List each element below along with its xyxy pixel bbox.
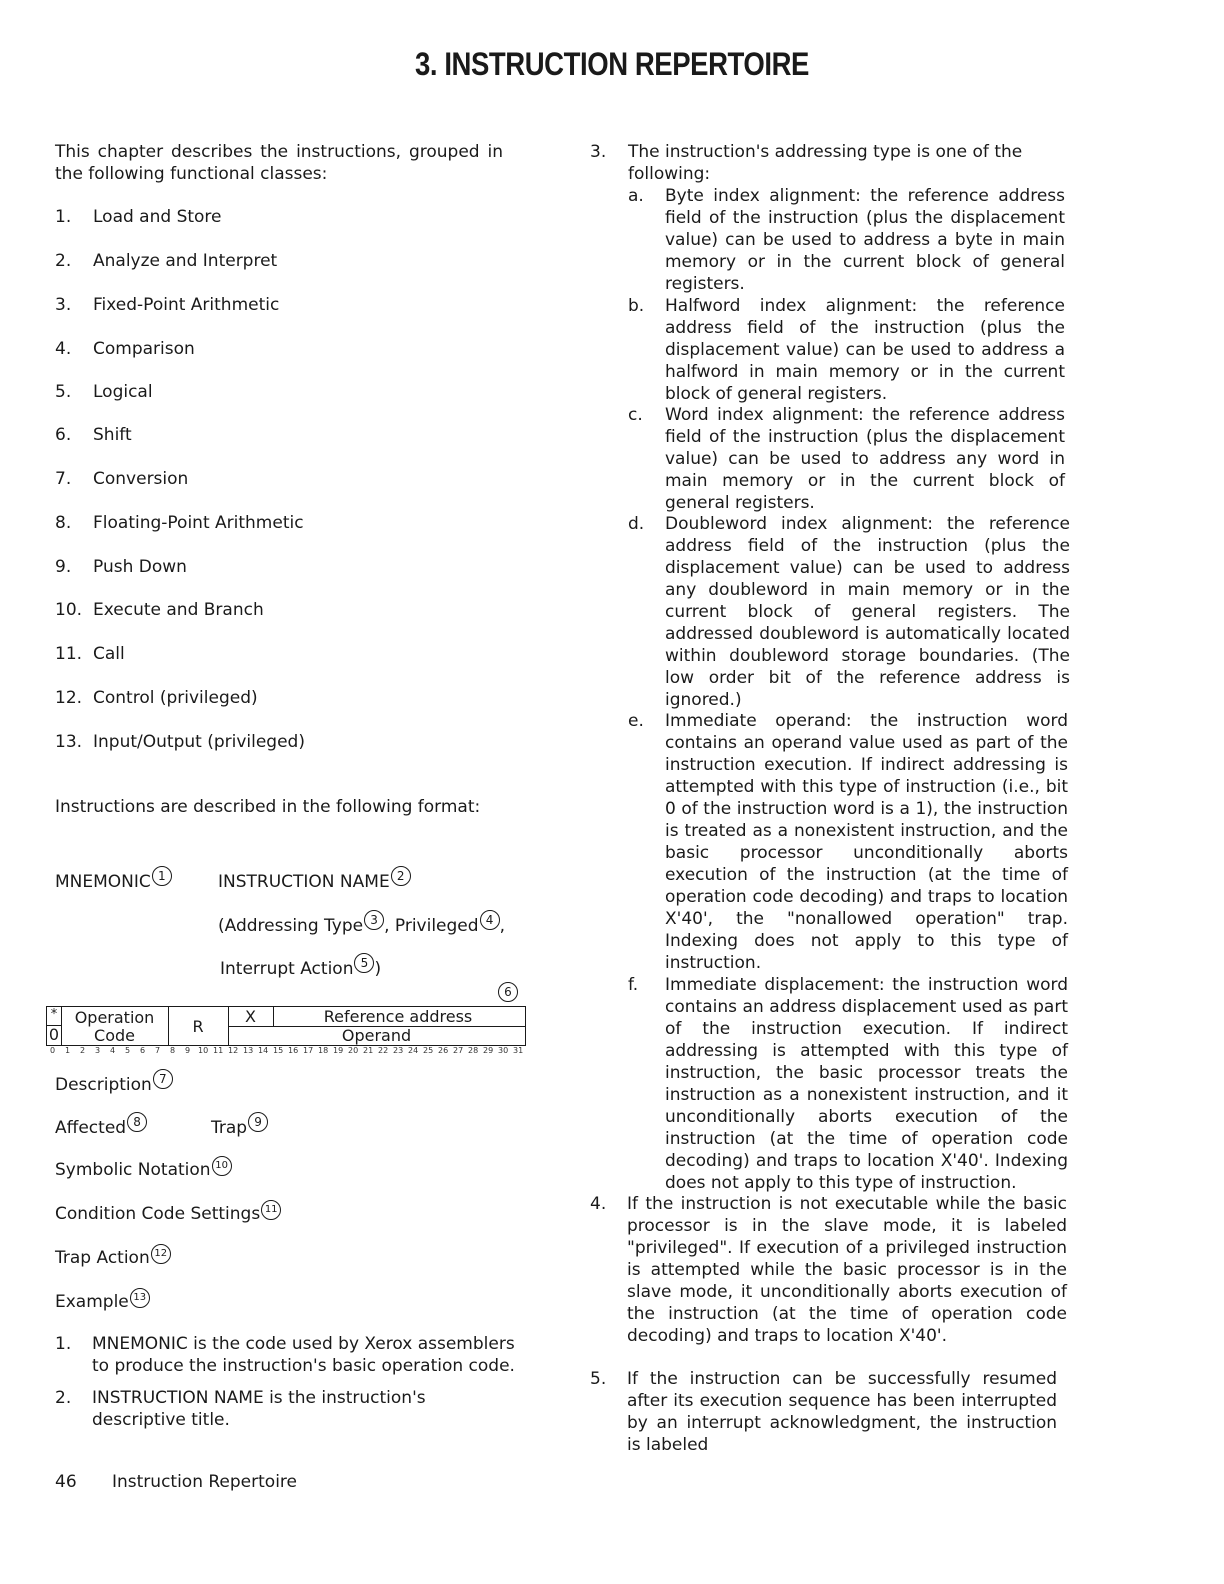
instruction-name-label: INSTRUCTION NAME [218, 872, 390, 892]
bit-number: 26 [438, 1046, 449, 1055]
format-mnemonic [55, 866, 172, 893]
cc-settings-label: Condition Code Settings [55, 1204, 261, 1224]
reference-address: Reference address [323, 1007, 473, 1026]
class-number: 5. [55, 382, 72, 402]
bit-number: 17 [303, 1046, 314, 1055]
class-label: Logical [93, 382, 153, 402]
x-field: X [245, 1007, 256, 1026]
bit-number: 12 [228, 1046, 239, 1055]
subitem-letter: d. [628, 514, 645, 534]
bit-number: 24 [408, 1046, 419, 1055]
trap-action-label: Trap Action [55, 1248, 150, 1268]
callout-1: 1 [152, 866, 172, 886]
callout-9: 9 [248, 1112, 268, 1132]
description-label: Description [55, 1075, 152, 1095]
bit-number: 29 [483, 1046, 494, 1055]
item-number: 3. [590, 142, 607, 162]
indirect-zero: 0 [48, 1025, 60, 1044]
bit-number: 3 [95, 1046, 101, 1055]
symbolic-notation-label: Symbolic Notation [55, 1160, 211, 1180]
close-paren: ) [374, 959, 382, 979]
item-number: 5. [590, 1369, 607, 1389]
bit-number: 28 [468, 1046, 479, 1055]
note-text: INSTRUCTION NAME is the instruction's descriptive title. [92, 1388, 426, 1430]
callout-10: 10 [212, 1156, 232, 1176]
r-field: R [192, 1017, 204, 1036]
subitem-letter: e. [628, 711, 644, 731]
class-number: 7. [55, 469, 72, 489]
class-label: Control (privileged) [93, 688, 258, 708]
class-number: 10. [55, 600, 83, 620]
class-label: Input/Output (privileged) [93, 732, 305, 752]
item-number: 4. [590, 1194, 607, 1214]
bit-number: 2 [80, 1046, 86, 1055]
item-text: If the instruction is not executable while the basic processor is in the slave mode, it is labeled "privileged". If execution of a privileged instruction is attempted while the basic processor is in the slave mode, it unconditionally aborts execution of the instruction (at the time of operation code decoding) and traps to location X'40'. [627, 1194, 1067, 1346]
mnemonic-label: MNEMONIC [55, 872, 151, 892]
format-interrupt-line [220, 953, 381, 980]
subitem-text: Immediate operand: the instruction word contains an operand value used as part of the instruction execution. If indirect addressing is attempted with this type of instruction (i.e., bit 0 of the instruction word is a 1), the instruction is treated as a nonexistent instruction, and the basic processor unconditionally aborts execution of the instruction (at the time of operation code decoding) and traps to location X'40', the "nonallowed operation" trap. Indexing does not apply to this type of instruction. [665, 711, 1068, 973]
class-label: Analyze and Interpret [93, 251, 278, 271]
format-instruction-name [218, 866, 411, 893]
note-number: 2. [55, 1388, 72, 1408]
format-trap-action [55, 1244, 171, 1269]
format-trap [211, 1112, 268, 1139]
class-number: 3. [55, 295, 72, 315]
page-number: 46 [55, 1472, 77, 1492]
callout-11: 11 [261, 1200, 281, 1220]
class-number: 6. [55, 425, 72, 445]
bit-number: 13 [243, 1046, 254, 1055]
callout-4: 4 [480, 910, 500, 930]
item-text: The instruction's addressing type is one of the following: [628, 142, 1023, 184]
opcode-line1: Operation [74, 1008, 155, 1027]
class-number: 13. [55, 732, 83, 752]
subitem-letter: c. [628, 405, 643, 425]
trap-label: Trap [211, 1118, 248, 1138]
callout-8: 8 [127, 1112, 147, 1132]
format-addressing-line [218, 910, 505, 937]
bit-number: 11 [213, 1046, 224, 1055]
affected-label: Affected [55, 1118, 127, 1138]
bit-number: 14 [258, 1046, 269, 1055]
bit-number: 22 [378, 1046, 389, 1055]
callout-2: 2 [391, 866, 411, 886]
bit-number: 1 [65, 1046, 71, 1055]
operand-field: Operand [341, 1026, 412, 1045]
class-label: Call [93, 644, 125, 664]
bit-number: 23 [393, 1046, 404, 1055]
class-number: 4. [55, 339, 72, 359]
opcode-line2: Code [94, 1026, 135, 1045]
bit-number: 25 [423, 1046, 434, 1055]
page-title: 3. INSTRUCTION REPERTOIRE [415, 46, 809, 82]
callout-5: 5 [354, 953, 374, 973]
bit-number: 27 [453, 1046, 464, 1055]
privileged-label: , Privileged [384, 916, 479, 936]
class-label: Floating-Point Arithmetic [93, 513, 304, 533]
class-number: 2. [55, 251, 72, 271]
bit-number: 15 [273, 1046, 284, 1055]
instruction-word-diagram [46, 1006, 526, 1046]
class-label: Comparison [93, 339, 195, 359]
class-label: Fixed-Point Arithmetic [93, 295, 280, 315]
format-cc-settings [55, 1200, 281, 1225]
subitem-letter: f. [628, 975, 639, 995]
bit-number: 31 [513, 1046, 524, 1055]
callout-13: 13 [130, 1288, 150, 1308]
format-intro: Instructions are described in the following format: [55, 797, 481, 817]
callout-6: 6 [498, 982, 518, 1002]
class-label: Execute and Branch [93, 600, 264, 620]
subitem-text: Word index alignment: the reference address field of the instruction (plus the displacement value) can be used to address any word in main memory or in the current block of general registers. [665, 405, 1065, 513]
item-text: If the instruction can be successfully resumed after its execution sequence has been interrupted by an interrupt acknowledgment, the instruction is labeled [627, 1369, 1057, 1455]
bit-number: 19 [333, 1046, 344, 1055]
format-example [55, 1288, 150, 1313]
bit-number: 6 [140, 1046, 146, 1055]
intro-paragraph: This chapter describes the instructions, grouped in the following functional classes: [55, 142, 503, 184]
format-affected [55, 1112, 147, 1139]
subitem-letter: b. [628, 296, 645, 316]
subitem-text: Byte index alignment: the reference address field of the instruction (plus the displacement value) can be used to address a byte in main memory or in the current block of general registers. [665, 186, 1065, 294]
class-label: Shift [93, 425, 132, 445]
class-label: Conversion [93, 469, 189, 489]
bit-number: 5 [125, 1046, 131, 1055]
bit-number: 8 [170, 1046, 176, 1055]
class-label: Push Down [93, 557, 187, 577]
format-description [55, 1069, 173, 1096]
callout-12: 12 [151, 1244, 171, 1264]
format-symbolic-notation [55, 1156, 232, 1181]
bit-number: 10 [198, 1046, 209, 1055]
bit-number: 9 [185, 1046, 191, 1055]
addressing-type-label: (Addressing Type [218, 916, 364, 936]
example-label: Example [55, 1292, 129, 1312]
bit-number-row [46, 1046, 526, 1058]
comma: , [499, 916, 505, 936]
bit-number: 16 [288, 1046, 299, 1055]
note-text: MNEMONIC is the code used by Xerox assemblers to produce the instruction's basic operation code. [92, 1334, 515, 1376]
bit-number: 21 [363, 1046, 374, 1055]
bit-number: 20 [348, 1046, 359, 1055]
class-number: 12. [55, 688, 83, 708]
bit-number: 30 [498, 1046, 509, 1055]
class-number: 11. [55, 644, 83, 664]
subitem-text: Halfword index alignment: the reference address field of the instruction (plus the displacement value) can be used to address a halfword in main memory or in the current block of general registers. [665, 296, 1065, 404]
class-number: 8. [55, 513, 72, 533]
interrupt-action-label: Interrupt Action [220, 959, 354, 979]
bit-number: 4 [110, 1046, 116, 1055]
note-number: 1. [55, 1334, 72, 1354]
callout-7: 7 [153, 1069, 173, 1089]
indirect-star: * [50, 1007, 58, 1022]
class-number: 1. [55, 207, 72, 227]
bit-number: 18 [318, 1046, 329, 1055]
subitem-letter: a. [628, 186, 644, 206]
subitem-text: Doubleword index alignment: the reference address field of the instruction (plus the displacement value) can be used to address any doubleword in main memory or in the current block of general registers. The addressed doubleword is automatically located within doubleword storage boundaries. (The low order bit of the reference address is ignored.) [665, 514, 1070, 710]
class-label: Load and Store [93, 207, 222, 227]
callout-3: 3 [364, 910, 384, 930]
class-number: 9. [55, 557, 72, 577]
bit-number: 7 [155, 1046, 161, 1055]
bit-number: 0 [50, 1046, 56, 1055]
footer-section: Instruction Repertoire [112, 1472, 297, 1492]
subitem-text: Immediate displacement: the instruction word contains an address displacement used as part of the instruction execution. If indirect addressing is attempted with this type of instruction, the basic processor treats the instruction as a nonexistent instruction, and it unconditionally aborts execution of the instruction (at the time of operation code decoding) and traps to location X'40'. Indexing does not apply to this type of instruction. [665, 975, 1068, 1193]
